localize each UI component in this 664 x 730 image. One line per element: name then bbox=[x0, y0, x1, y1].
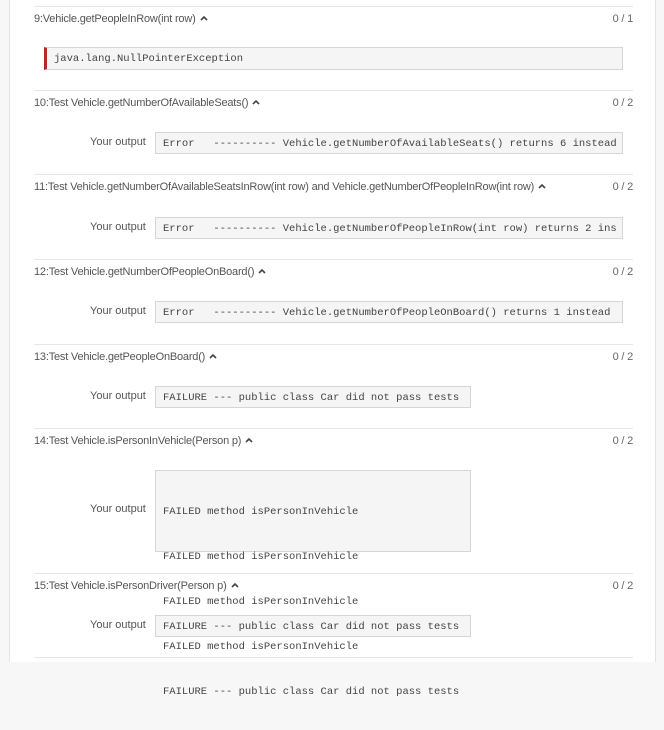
test-header-13[interactable] bbox=[34, 351, 633, 367]
test-title: 11:Test Vehicle.getNumberOfAvailableSeatsInRow(int row) and Vehicle.getNumberOfPeopleInRow(int row) bbox=[34, 181, 535, 193]
output-line: Error ---------- Vehicle.getNumberOfPeopleInRow(int row) returns 2 ins bbox=[163, 223, 617, 235]
chevron-up-icon[interactable] bbox=[245, 437, 253, 443]
output-line: FAILURE --- public class Car did not pass tests bbox=[163, 686, 460, 698]
your-output-label: Your output bbox=[90, 305, 146, 317]
your-output-label: Your output bbox=[90, 390, 146, 402]
chevron-up-icon[interactable] bbox=[538, 183, 546, 189]
test-section-13 bbox=[34, 344, 633, 429]
test-section-11 bbox=[34, 174, 633, 260]
chevron-up-icon[interactable] bbox=[231, 582, 239, 588]
output-line: FAILED method isPersonInVehicle bbox=[163, 551, 359, 563]
chevron-up-icon[interactable] bbox=[252, 99, 260, 105]
your-output-label: Your output bbox=[90, 136, 146, 148]
output-box bbox=[155, 470, 471, 698]
test-header-14[interactable] bbox=[34, 435, 633, 451]
test-header-12[interactable] bbox=[34, 266, 633, 282]
test-header-9[interactable] bbox=[34, 13, 633, 29]
output-box bbox=[155, 217, 623, 239]
chevron-up-icon[interactable] bbox=[258, 268, 266, 274]
output-line: Error ---------- Vehicle.getNumberOfPeopleOnBoard() returns 1 instead bbox=[163, 307, 611, 319]
test-header-10[interactable] bbox=[34, 97, 633, 113]
output-box bbox=[155, 301, 623, 323]
test-results-panel bbox=[9, 0, 656, 698]
test-score: 0 / 1 bbox=[612, 13, 633, 25]
output-box bbox=[155, 615, 471, 637]
output-box bbox=[155, 132, 623, 154]
test-section-15 bbox=[34, 573, 633, 658]
your-output-label: Your output bbox=[90, 221, 146, 233]
output-line: FAILED method isPersonInVehicle bbox=[163, 506, 359, 518]
your-output-label: Your output bbox=[90, 503, 146, 515]
output-line: java.lang.NullPointerException bbox=[54, 53, 244, 65]
test-score: 0 / 2 bbox=[612, 580, 633, 592]
error-output bbox=[44, 47, 623, 70]
test-score: 0 / 2 bbox=[612, 435, 633, 447]
test-title: 13:Test Vehicle.getPeopleOnBoard() bbox=[34, 351, 206, 363]
chevron-up-icon[interactable] bbox=[209, 353, 217, 359]
test-score: 0 / 2 bbox=[612, 181, 633, 193]
output-line: FAILURE --- public class Car did not pass tests bbox=[163, 621, 460, 633]
chevron-up-icon[interactable] bbox=[200, 15, 208, 21]
output-line: FAILED method isPersonInVehicle bbox=[163, 596, 359, 608]
test-score: 0 / 2 bbox=[612, 351, 633, 363]
test-score: 0 / 2 bbox=[612, 266, 633, 278]
test-section-9 bbox=[34, 6, 633, 91]
test-title: 9:Vehicle.getPeopleInRow(int row) bbox=[34, 13, 196, 25]
test-title: 15:Test Vehicle.isPersonDriver(Person p) bbox=[34, 580, 227, 592]
output-line: FAILED method isPersonInVehicle bbox=[163, 641, 359, 653]
test-title: 12:Test Vehicle.getNumberOfPeopleOnBoard() bbox=[34, 266, 255, 278]
test-title: 14:Test Vehicle.isPersonInVehicle(Person p) bbox=[34, 435, 242, 447]
output-line: FAILURE --- public class Car did not pass tests bbox=[163, 392, 460, 404]
test-score: 0 / 2 bbox=[612, 97, 633, 109]
test-section-10 bbox=[34, 90, 633, 175]
your-output-label: Your output bbox=[90, 619, 146, 631]
output-line: Error ---------- Vehicle.getNumberOfAvailableSeats() returns 6 instead bbox=[163, 138, 617, 150]
test-header-11[interactable] bbox=[34, 181, 633, 197]
section-divider bbox=[34, 657, 633, 658]
test-title: 10:Test Vehicle.getNumberOfAvailableSeats() bbox=[34, 97, 249, 109]
test-section-12 bbox=[34, 259, 633, 345]
output-box bbox=[155, 386, 471, 408]
test-header-15[interactable] bbox=[34, 580, 633, 596]
